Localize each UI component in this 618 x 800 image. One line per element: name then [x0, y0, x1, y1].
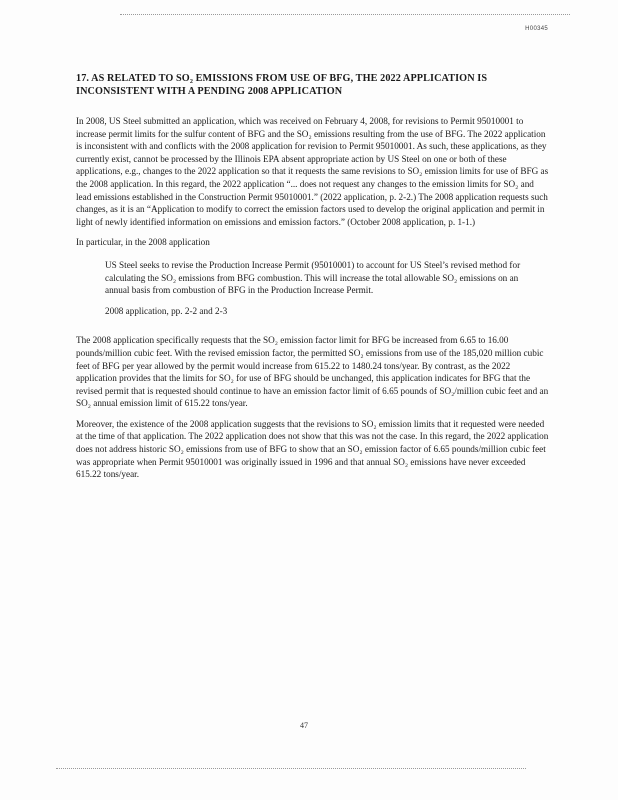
paragraph-moreover: Moreover, the existence of the 2008 application suggests that the revisions to SO₂ emission limits that it requested were needed at the time of that application. The 2022 application does not show that this was not the case. In this regard, the 2022 application does not address historic SO₂ emissions from use of BFG to show that an SO₂ emission factor of 6.65 pounds/million cubic feet was appropriate when Permit 95010001 was originally issued in 1996 and that annual SO₂ emissions have never exceeded 615.22 tons/year. [76, 418, 549, 480]
block-quote: US Steel seeks to revise the Production Increase Permit (95010001) to account for US Steel’s revised method for calculating the SO₂ emissions from BFG combustion. This will increase the total allowable SO₂ emissions on an annual basis from combustion of BFG in the Production Increase Permit. [105, 259, 521, 296]
document-body [76, 72, 550, 481]
quote-citation: 2008 application, pp. 2-2 and 2-3 [105, 305, 228, 316]
paragraph-intro: In particular, in the 2008 application [76, 237, 210, 248]
paragraph-emission-factor: The 2008 application specifically requests that the SO₂ emission factor limit for BFG be increased from 6.65 to 16.00 pounds/million cubic feet. With the revised emission factor, the permitted SO₂ emissions from use of the 185,020 million cubic feet of BFG per year allowed by the permit would increase from 615.22 to 1480.24 tons/year. By contrast, as the 2022 application provides that the limits for SO₂ for use of BFG should be unchanged, this application indicates for BFG that the revised permit that is requested should continue to have an emission factor limit of 6.65 pounds of SO₂/million cubic feet and an SO₂ annual emission limit of 615.22 tons/year. [76, 335, 549, 409]
scan-artifact-bottom [56, 768, 526, 769]
page-number: 47 [300, 721, 308, 730]
paragraph-2008-application: In 2008, US Steel submitted an application, which was received on February 4, 2008, for revisions to Permit 95010001 to increase permit limits for the sulfur content of BFG and the SO₂ emissions resulting from the use of BFG. The 2022 application is inconsistent with and conflicts with the 2008 application for revision to Permit 95010001. As such, these applications, as they currently exist, cannot be processed by the Illinois EPA absent appropriate action by US Steel on one or both of these applications, e.g., changes to the 2022 application so that it requests the same revisions to SO₂ emission limits for use of BFG as the 2008 application. In this regard, the 2022 application “... does not request any changes to the emission limits for SO₂ and lead emissions established in the Construction Permit 95010001.” (2022 application, p. 2-2.) The 2008 application requests such changes, as it is an “Application to modify to correct the emission factors used to develop the original application and permit in light of newly identified information on emissions and emission factors.” (October 2008 application, p. 1-1.) [76, 116, 549, 227]
scan-artifact-top [120, 14, 570, 15]
section-heading: 17. AS RELATED TO SO₂ EMISSIONS FROM USE OF BFG, THE 2022 APPLICATION IS INCONSISTENT WITH A PENDING 2008 APPLICATION [76, 73, 488, 97]
bates-number: H00345 [525, 26, 548, 32]
